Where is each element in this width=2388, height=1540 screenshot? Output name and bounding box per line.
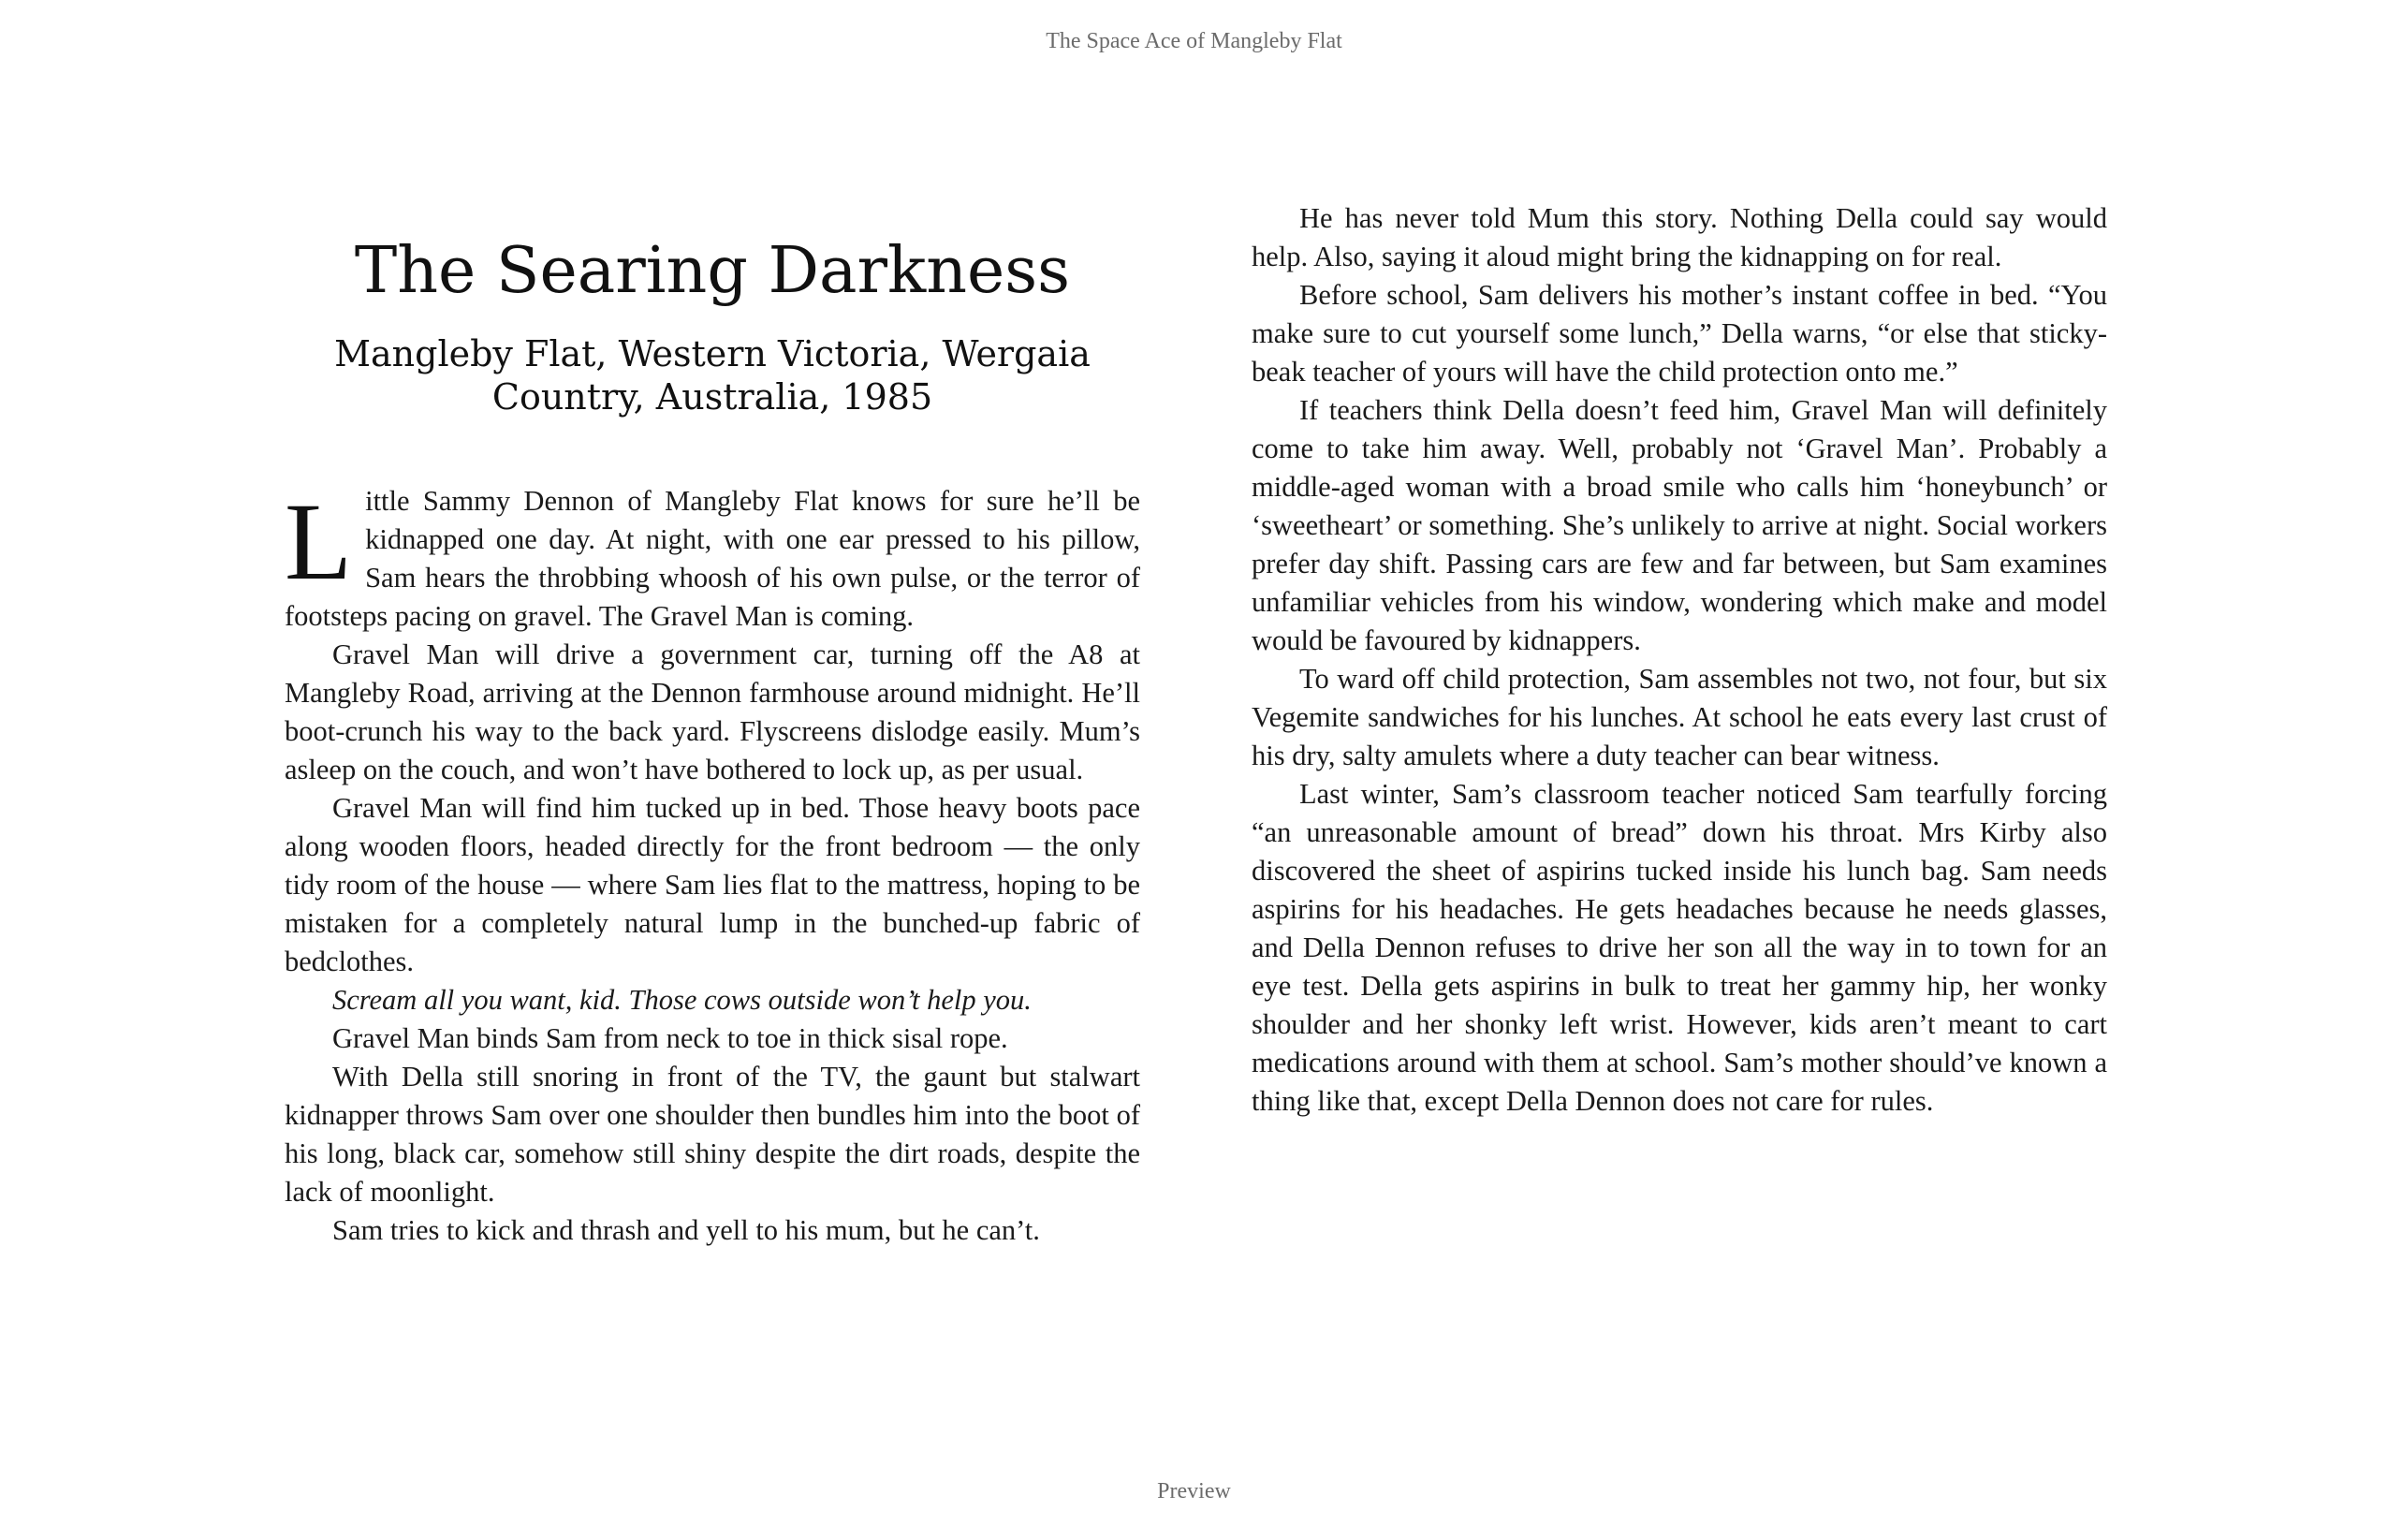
paragraph: Sam tries to kick and thrash and yell to his mum, but he can’t. (332, 1214, 1040, 1246)
preview-label: Preview (1157, 1479, 1231, 1503)
italic-paragraph: Scream all you want, kid. Those cows outside won’t help you. (332, 984, 1032, 1016)
running-header-book-title: The Space Ace of Mangleby Flat (1046, 29, 1342, 53)
right-page (1252, 199, 2107, 1121)
paragraph: Gravel Man will drive a government car, turning off the A8 at Mangleby Road, arriving at the Dennon farmhouse around midnight. He’ll boot-crunch his way to the back yard. Flyscreens dislodge easily. Mum’s asleep on the couch, and won’t have bothered to lock up, as per usual. (285, 638, 1140, 785)
paragraph: Last winter, Sam’s classroom teacher noticed Sam tearfully forcing “an unreasonable amount of bread” down his throat. Mrs Kirby also discovered the sheet of aspirins tucked inside his lunch bag. Sam needs aspirins for his headaches. He gets headaches because he needs glasses, and Della Dennon refuses to drive her son all the way in to town for an eye test. Della gets aspirins in bulk to treat her gammy hip, her wonky shoulder and her shonky left wrist. However, kids aren’t meant to cart medications around with them at school. Sam’s mother should’ve known a thing like that, except Della Dennon does not care for rules. (1252, 778, 2107, 1117)
paragraph: Gravel Man binds Sam from neck to toe in thick sisal rope. (332, 1022, 1008, 1054)
opening-paragraph (285, 482, 1140, 636)
paragraph: Before school, Sam delivers his mother’s instant coffee in bed. “You make sure to cut yourself some lunch,” Della warns, “or else that sticky-beak teacher of yours will have the child protection onto me.” (1252, 279, 2107, 388)
paragraph: To ward off child protection, Sam assembles not two, not four, but six Vegemite sandwiches for his lunches. At school he eats every last crust of his dry, salty amulets where a duty teacher can bear witness. (1252, 663, 2107, 771)
paragraph: He has never told Mum this story. Nothing Della could say would help. Also, saying it aloud might bring the kidnapping on for real. (1252, 202, 2107, 272)
left-page-body (285, 482, 1140, 1250)
chapter-subtitle-line-2: Country, Australia, 1985 (491, 376, 933, 418)
paragraph: If teachers think Della doesn’t feed him, Gravel Man will definitely come to take him away. Well, probably not ‘Gravel Man’. Probably a middle-aged woman with a broad smile who calls him ‘honeybunch’ or ‘sweetheart’ or something. She’s unlikely to arrive at night. Social workers prefer day shift. Passing cars are few and far between, but Sam examines unfamiliar vehicles from his window, wondering which make and model would be favoured by kidnappers. (1252, 394, 2107, 656)
chapter-subtitle (285, 332, 1140, 418)
chapter-title: The Searing Darkness (354, 234, 1071, 308)
drop-cap: L (285, 480, 353, 603)
opening-paragraph-text: ittle Sammy Dennon of Mangleby Flat knows for sure he’ll be kidnapped one day. At night, with one ear pressed to his pillow, Sam hears the throbbing whoosh of his own pulse, or the terror of footsteps pacing on gravel. The Gravel Man is coming. (285, 485, 1140, 632)
paragraph: Gravel Man will find him tucked up in bed. Those heavy boots pace along wooden floors, headed directly for the front bedroom — the only tidy room of the house — where Sam lies flat to the mattress, hoping to be mistaken for a completely natural lump in the bunched-up fabric of bedclothes. (285, 792, 1140, 977)
chapter-subtitle-line-1: Mangleby Flat, Western Victoria, Wergaia (334, 333, 1091, 374)
paragraph: With Della still snoring in front of the TV, the gaunt but stalwart kidnapper throws Sam over one shoulder then bundles him into the boot of his long, black car, somehow still shiny despite the dirt roads, despite the lack of moonlight. (285, 1061, 1140, 1208)
